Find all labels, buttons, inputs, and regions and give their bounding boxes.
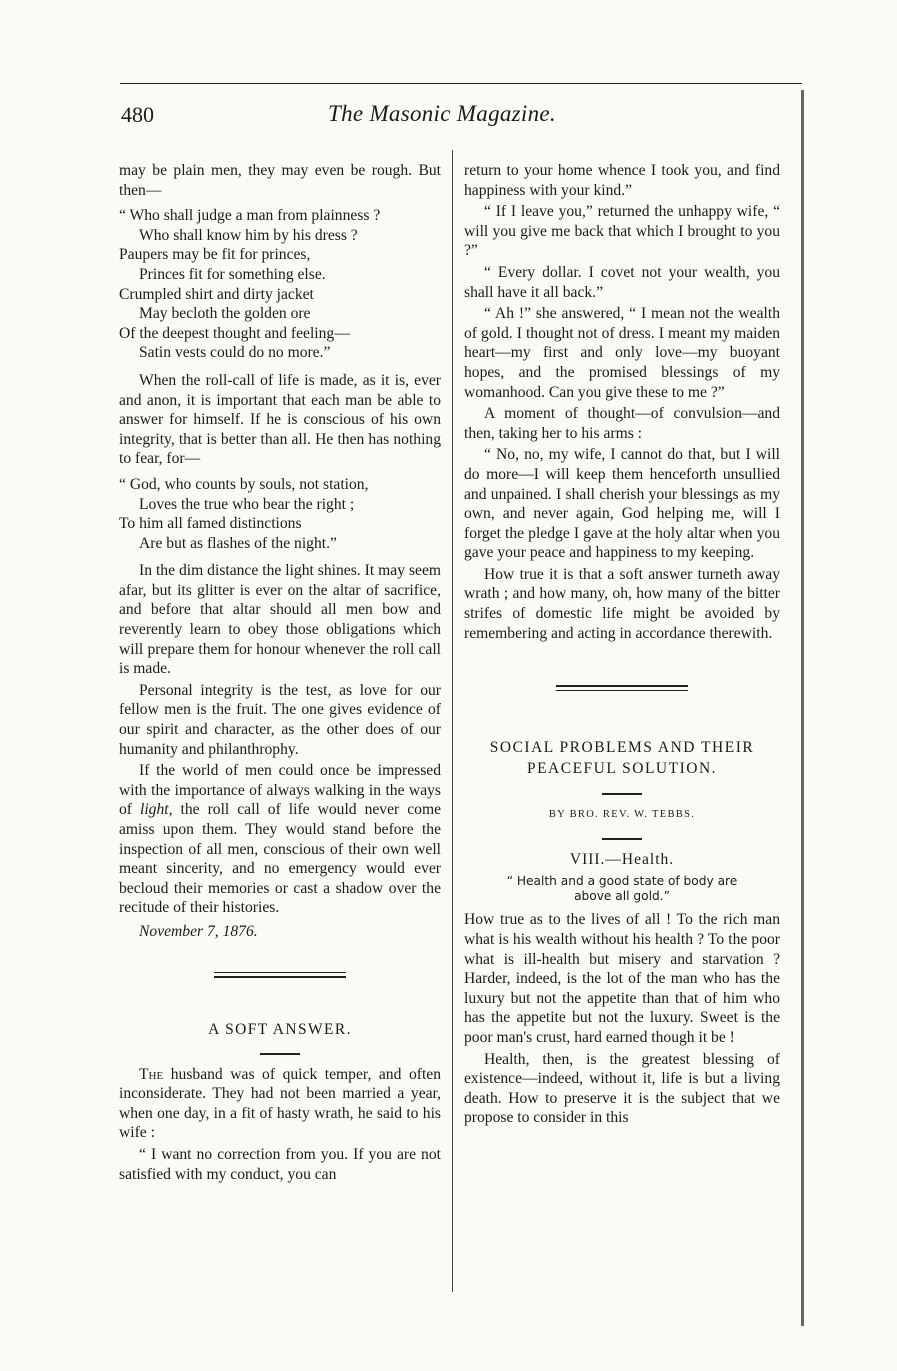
verse-line: “ Who shall judge a man from plainness ? (119, 207, 381, 225)
paragraph: Health, then, is the greatest blessing of existence—indeed, without it, life is but a living death. How to preserve it is the subject that we propose to consider in this (464, 1050, 780, 1127)
paragraph-text: If the world of men could once be impressed with the importance of always walking in the ways of (119, 762, 441, 819)
small-caps-opening: The (139, 1065, 164, 1083)
paragraph: “ Every dollar. I covet not your wealth, you shall have it all back.” (464, 263, 780, 301)
paragraph: How true as to the lives of all ! To the rich man what is his wealth without his health ? To the poor what is ill-health but misery and starvation ? Harder, indeed, is the lot of the man who has the luxury but not the appetite than that of him who has the appetite but not the luxury. Sweet is the poor man's crust, hard earned though it be ! (464, 911, 780, 1046)
paragraph-text: husband was of quick temper, and often inconsiderate. They had not been married a year, when one day, in a fit of hasty wrath, he said to his wife : (119, 1065, 441, 1142)
verse-line: Satin vests could do no more.” (139, 344, 331, 362)
right-column (464, 161, 780, 1130)
section-divider (214, 972, 346, 978)
verse-line: Are but as flashes of the night.” (139, 534, 337, 552)
short-rule (260, 1053, 300, 1055)
short-rule (602, 793, 642, 795)
paragraph-text: the roll call of life would never come amiss upon them. They would stand before the inspection of all men, conscious of their own well meant sincerity, and no emergency would ever becloud their memories or cast a shadow over the recitude of their histories. (119, 801, 441, 917)
paragraph: may be plain men, they may even be rough. But then— (119, 162, 441, 199)
verse-block (119, 475, 441, 553)
epigraph-line: above all gold.” (574, 889, 670, 904)
verse-line: To him all famed distinctions (119, 515, 302, 533)
title-line: PEACEFUL SOLUTION. (526, 760, 718, 778)
running-title: The Masonic Magazine. (328, 101, 556, 126)
page-edge-shadow (801, 90, 804, 1326)
paragraph: “ I want no correction from you. If you are not satisfied with my conduct, you can (119, 1146, 441, 1183)
column-divider (452, 150, 453, 1292)
epigraph (464, 874, 780, 904)
emphasis-text: light, (140, 801, 173, 819)
paragraph: Personal integrity is the test, as love for our fellow men is the fruit. The one gives evidence of our spirit and character, as the other does of our humanity and philanthrophy. (119, 681, 441, 758)
paragraph (119, 761, 441, 918)
date-signoff: November 7, 1876. (139, 922, 258, 940)
epigraph-line: “ Health and a good state of body are (506, 874, 738, 889)
paragraph: “ Ah !” she answered, “ I mean not the wealth of gold. I thought not of dress. I meant my maiden heart—my first and only love—my buoyant hopes, and the promised blessings of my womanhood. Can you give these to me ?” (464, 305, 780, 401)
verse-line: Who shall know him by his dress ? (139, 226, 358, 244)
top-rule (120, 83, 802, 84)
page-number: 480 (121, 102, 154, 127)
section-heading: VIII.—Health. (569, 850, 675, 868)
article-title: A SOFT ANSWER. (208, 1020, 352, 1038)
verse-line: Princes fit for something else. (139, 265, 326, 283)
left-column (119, 161, 441, 1186)
paragraph: When the roll-call of life is made, as it is, ever and anon, it is important that each man be able to answer for himself. If he is conscious of his own integrity, that is better than all. He then has nothing to fear, for— (119, 371, 441, 468)
verse-line: Of the deepest thought and feeling— (119, 324, 350, 342)
paragraph: In the dim distance the light shines. It may seem afar, but its glitter is ever on the altar of sacrifice, and before that altar should all men bow and reverently learn to obey those obligations which will prepare them for honour whenever the roll call is made. (119, 562, 441, 678)
title-line: SOCIAL PROBLEMS AND THEIR (489, 739, 755, 757)
paragraph: A moment of thought—of convulsion—and then, taking her to his arms : (464, 405, 780, 442)
paragraph: return to your home whence I took you, and find happiness with your kind.” (464, 162, 780, 199)
verse-block (119, 206, 441, 363)
verse-line: Crumpled shirt and dirty jacket (119, 285, 314, 303)
paragraph: How true it is that a soft answer turneth away wrath ; and how many, oh, how many of the bitter strifes of domestic life might be avoided by remembering and acting in accordance therewith. (464, 565, 780, 642)
byline: BY BRO. REV. W. TEBBS. (548, 808, 696, 820)
paragraph (119, 1065, 441, 1143)
article-title (464, 737, 780, 779)
paragraph: “ If I leave you,” returned the unhappy wife, “ will you give me back that which I brought to you ?” (464, 203, 780, 260)
verse-line: May becloth the golden ore (139, 305, 311, 323)
verse-line: Loves the true who bear the right ; (139, 495, 355, 513)
verse-line: Paupers may be fit for princes, (119, 246, 311, 264)
section-divider (556, 685, 688, 691)
paragraph: “ No, no, my wife, I cannot do that, but I will do more—I will keep them henceforth unsullied and unpained. I shall cherish your blessings as my own, and never again, God helping me, will I forget the pledge I gave at the holy altar when you gave your peace and happiness to my keeping. (464, 446, 780, 562)
short-rule (602, 838, 642, 840)
verse-line: “ God, who counts by souls, not station, (119, 475, 369, 493)
